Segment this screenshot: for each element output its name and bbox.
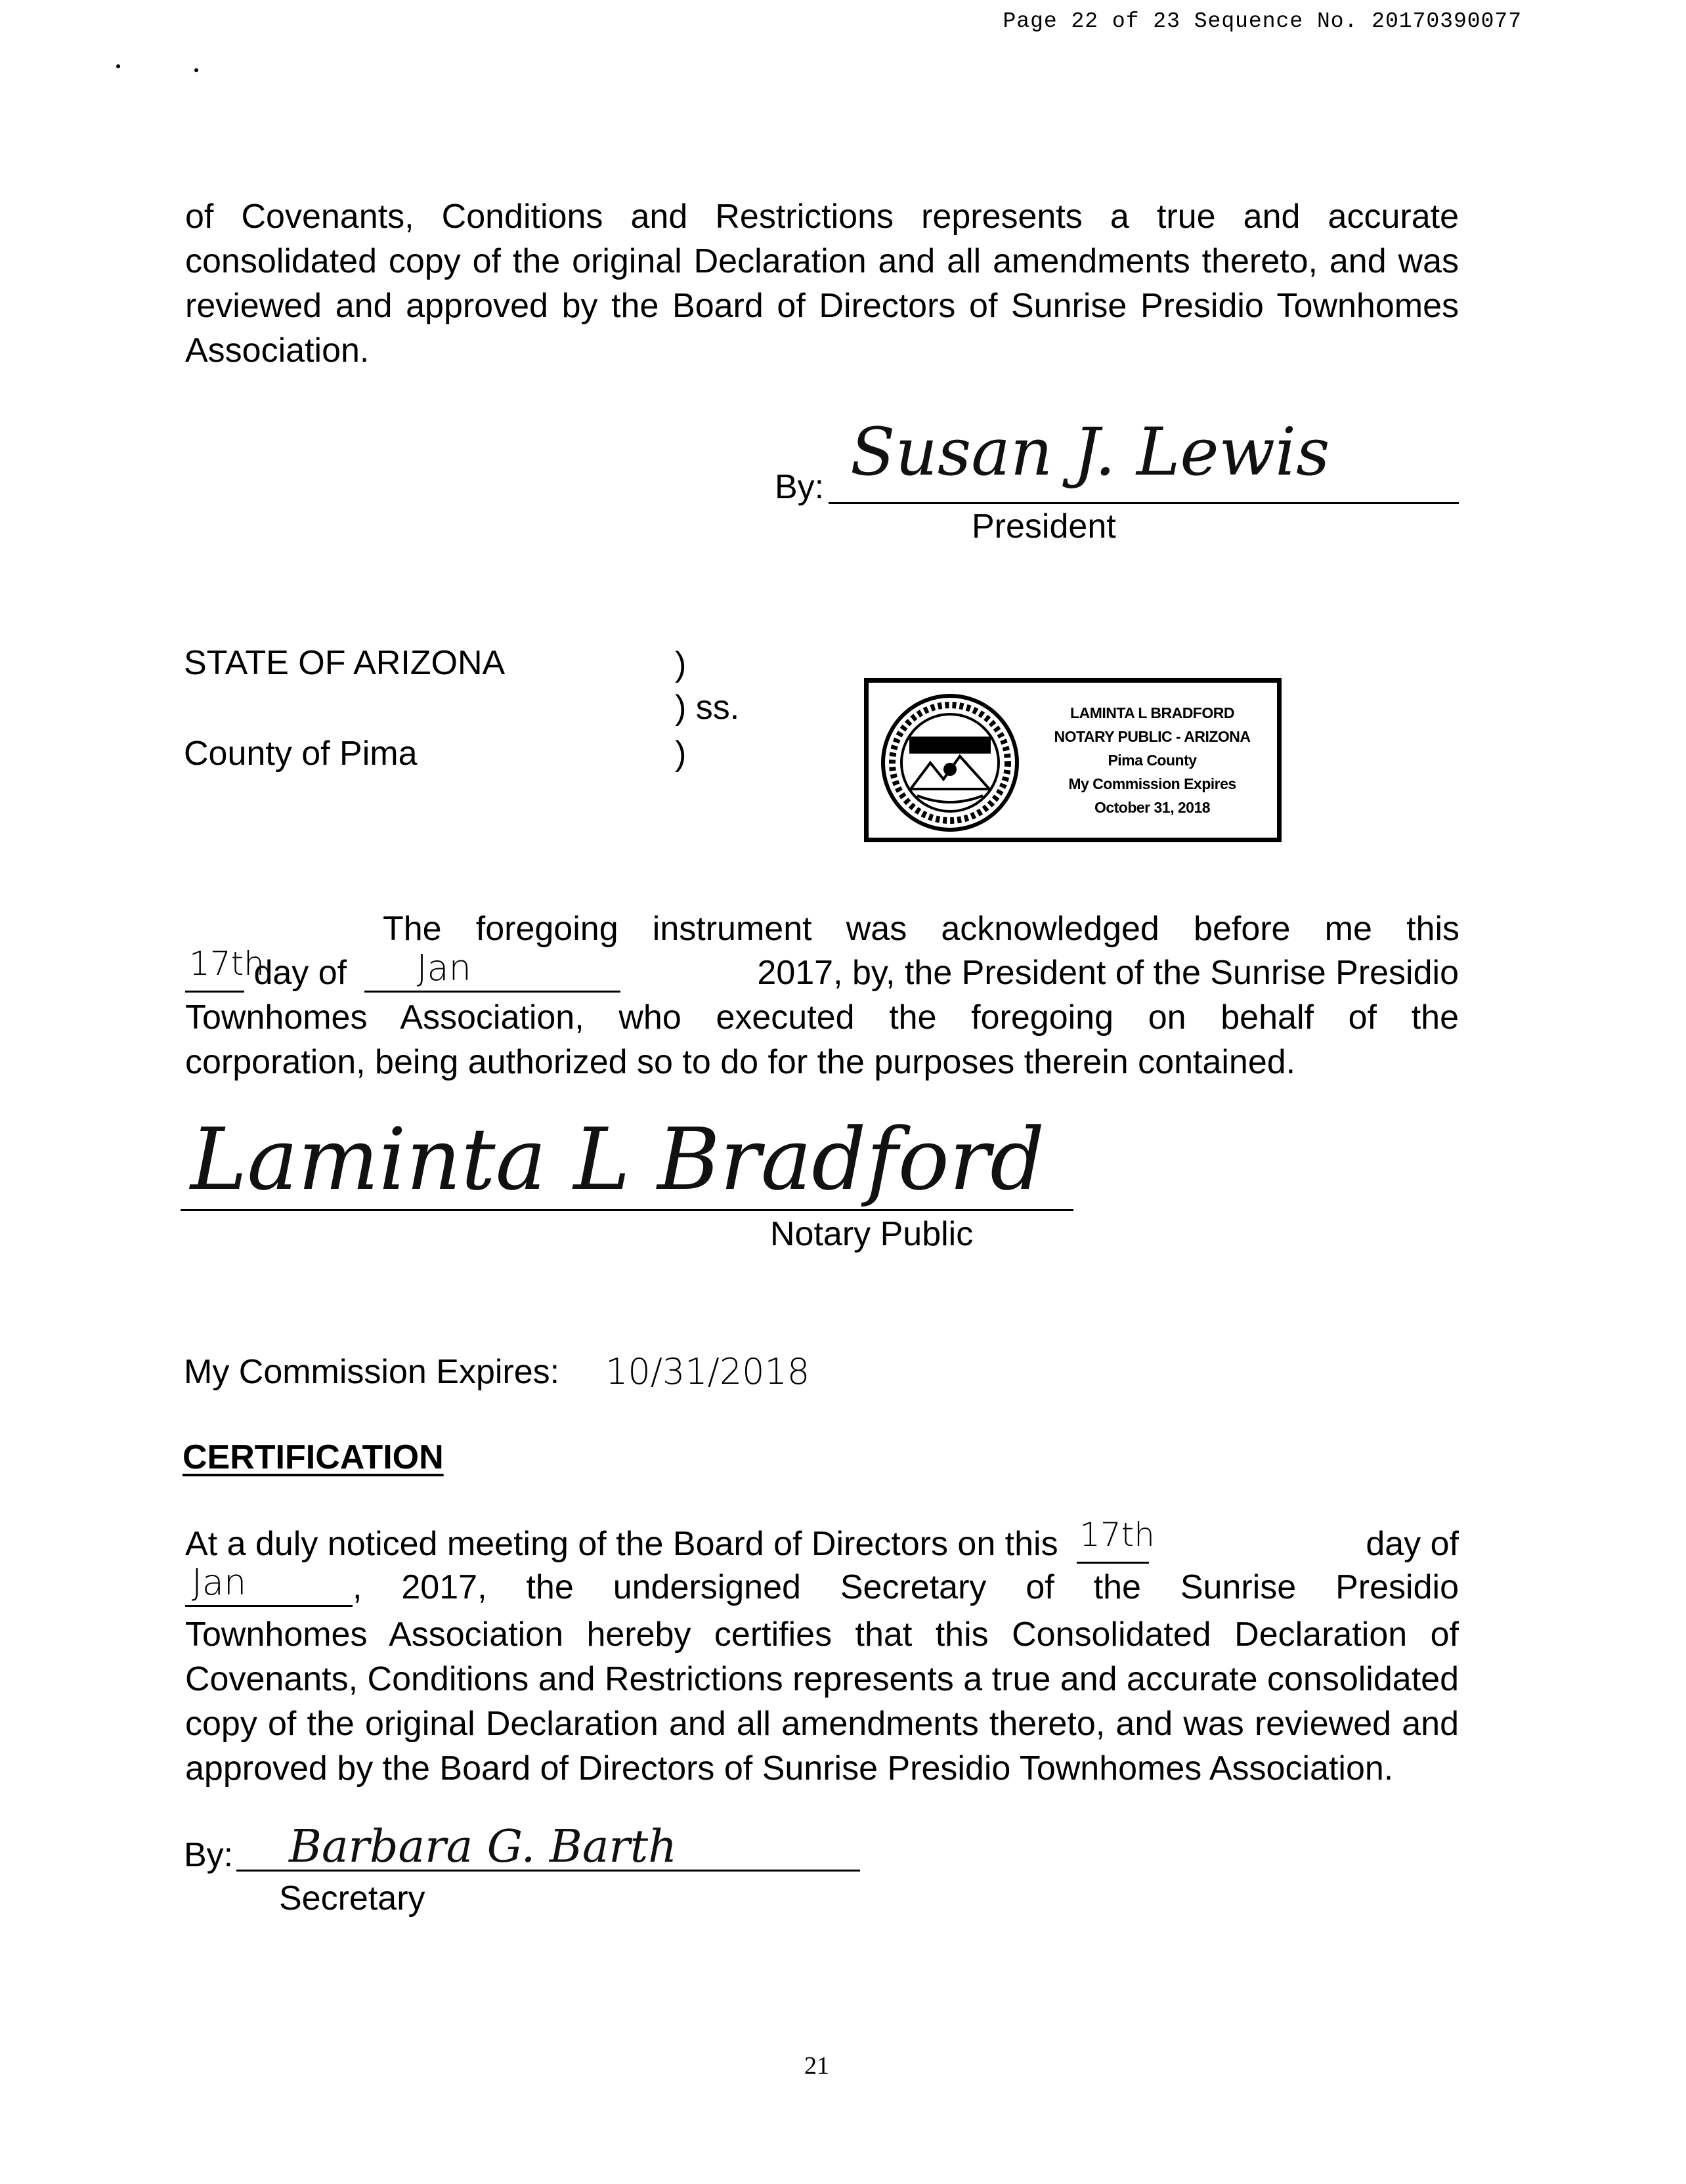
venue-paren: ) [675, 645, 687, 683]
president-signature-line [829, 502, 1459, 504]
ack-line-3: Townhomes Association, who executed the foregoing on behalf of the [185, 998, 1459, 1037]
seal-commission-date: October 31, 2018 [1094, 799, 1211, 816]
certification-body: Townhomes Association hereby certifies that this Consolidated Declaration of Covenants, Conditions and Restrictions represents a true and accurate consolidated copy of the original Declaration and all amendments thereto, and was reviewed and approved by the Board of Directors of Sunrise Presidio Townhomes Association. [185, 1616, 1459, 1788]
cert-month-blank [185, 1562, 353, 1607]
seal-county: Pima County [1108, 752, 1197, 769]
scan-speck [194, 68, 198, 72]
notary-signature: Laminta L Bradford [190, 1109, 1045, 1209]
ack-day-handwritten: 17th [189, 945, 265, 983]
ack-line-1 [383, 909, 1459, 949]
seal-notary-name: LAMINTA L BRADFORD [1070, 704, 1234, 721]
ack-month-blank [364, 947, 620, 993]
president-title: President [972, 507, 1116, 546]
seal-notary-title: NOTARY PUBLIC - ARIZONA [1054, 728, 1251, 745]
ack-day-of: day of [253, 954, 347, 992]
commission-label: My Commission Expires: [184, 1353, 560, 1391]
cert-month-handwritten: Jan [192, 1562, 247, 1603]
intro-paragraph: of Covenants, Conditions and Restrictions represents a true and accurate consolidated copy of the original Declaration and all amendments thereto, and was reviewed and approved by the Board of Directors of Sunrise Presidio Townhomes Association. [185, 198, 1459, 370]
page-number: 21 [804, 2052, 829, 2080]
ack-intro: The foregoing instrument was acknowledged before me this [383, 910, 1459, 948]
page-header: Page 22 of 23 Sequence No. 20170390077 [1003, 9, 1522, 33]
cert-day-handwritten: 17th [1079, 1516, 1155, 1554]
seal-commission-label: My Commission Expires [1068, 775, 1236, 792]
cert-line-2 [185, 1562, 1459, 1607]
notary-signature-line [181, 1209, 1073, 1211]
venue-state: STATE OF ARIZONA [184, 644, 506, 682]
notary-title: Notary Public [770, 1215, 974, 1253]
president-by-label: By: [775, 468, 825, 506]
secretary-by-label: By: [184, 1836, 234, 1874]
scan-speck [116, 64, 120, 68]
secretary-signature: Barbara G. Barth [289, 1821, 678, 1873]
venue-ss: ) ss. [675, 689, 740, 727]
ack-line-4: corporation, being authorized so to do for the purposes therein contained. [185, 1043, 1296, 1081]
cert-line-1 [185, 1516, 1459, 1564]
state-seal-icon [878, 691, 1022, 835]
notary-seal [864, 678, 1282, 842]
venue-paren: ) [675, 735, 687, 773]
cert-day-of: day of [1366, 1525, 1459, 1563]
venue-county: County of Pima [184, 735, 418, 773]
certification-heading: CERTIFICATION [183, 1438, 444, 1476]
cert-day-blank [1077, 1516, 1155, 1564]
secretary-title: Secretary [279, 1879, 425, 1917]
president-signature: Susan J. Lewis [850, 414, 1330, 490]
commission-date-handwritten: 10/31/2018 [605, 1351, 810, 1392]
ack-month-handwritten: Jan [416, 947, 471, 989]
ack-rest-line-2: 2017, by, the President of the Sunrise Presidio [757, 954, 1459, 992]
cert-line-2-text: , 2017, the undersigned Secretary of the Sunrise Presidio [353, 1568, 1459, 1606]
cert-line-1-text: At a duly noticed meeting of the Board of Directors on this [185, 1525, 1058, 1563]
ack-line-2 [185, 945, 1459, 993]
ack-day-blank [185, 945, 265, 993]
